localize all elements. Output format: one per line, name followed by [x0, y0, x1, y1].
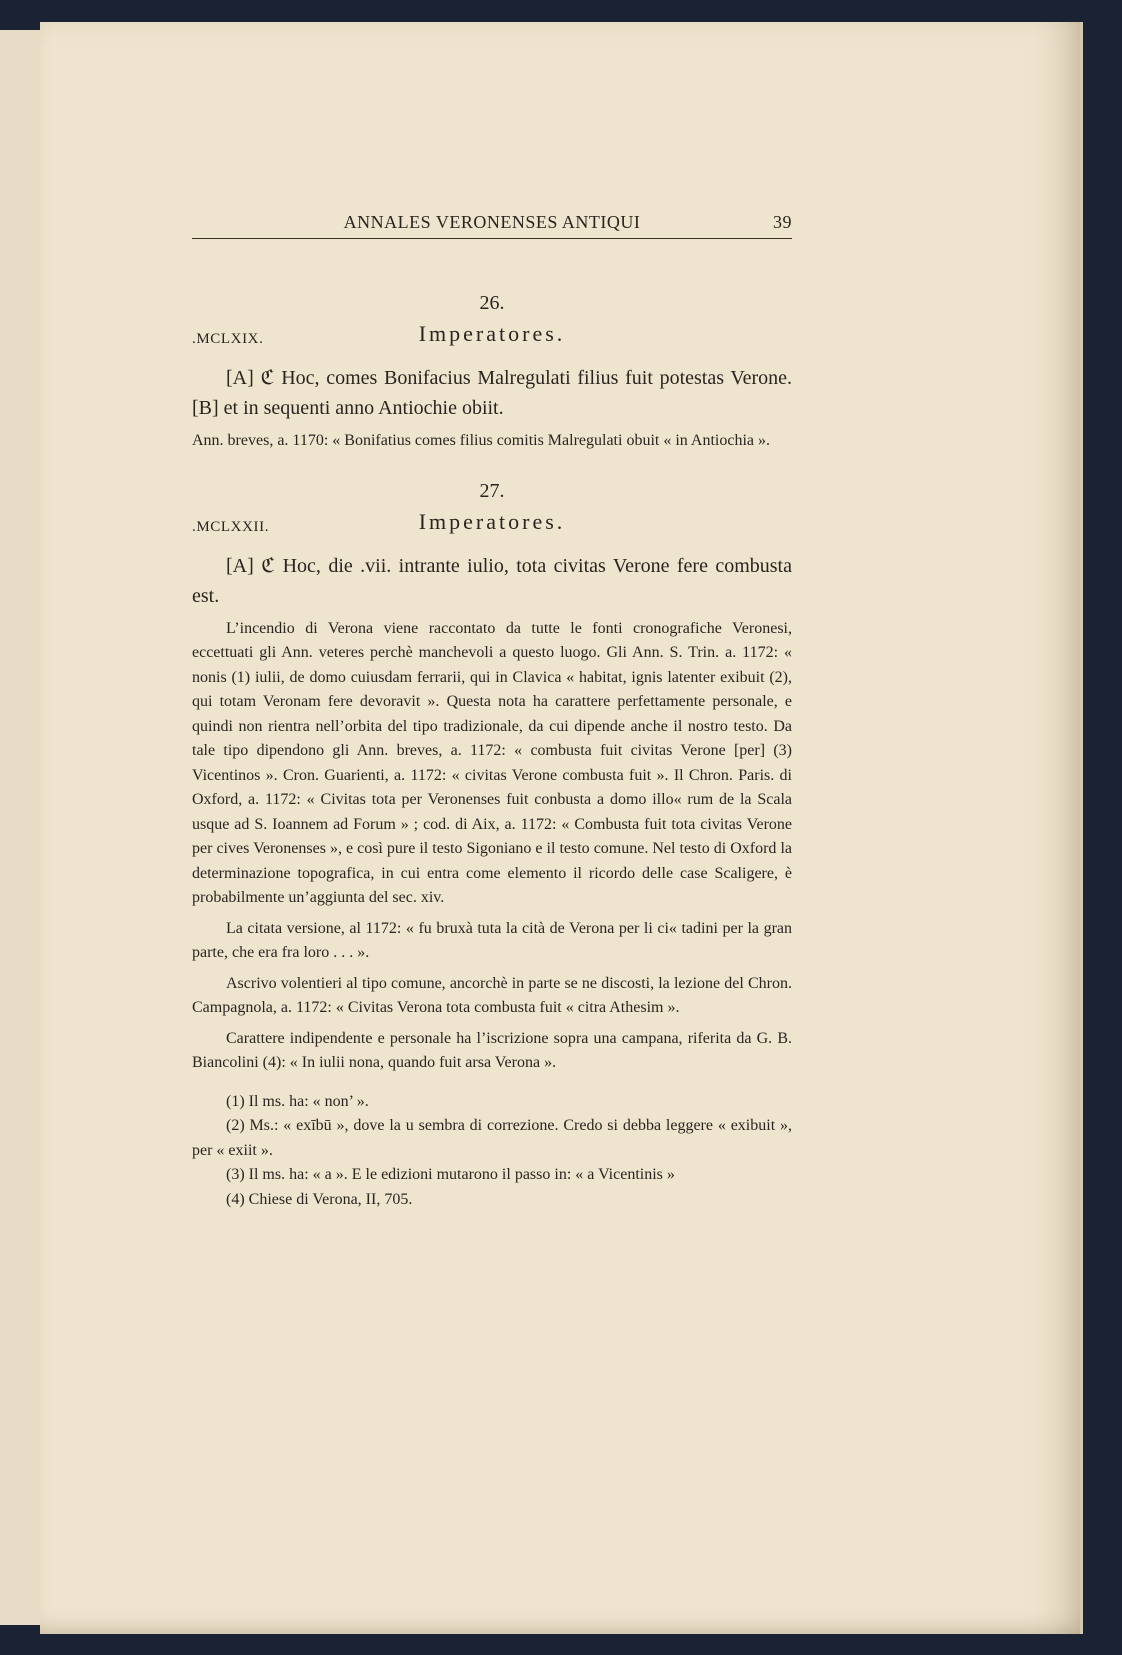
commentary-paragraph: La citata versione, al 1172: « fu bruxà tuta la cità de Verona per li ci« tadini per la gran parte, che era fra loro . . . ». — [192, 919, 792, 961]
text-block — [192, 206, 792, 1212]
chronicle-text: [A] ℭ Hoc, comes Bonifacius Malregulati filius fuit potestas Verone. [B] et in sequenti anno Antiochie obiit. — [192, 367, 792, 419]
footnote: (2) Ms.: « exībū », dove la u sembra di correzione. Credo si debba leggere « exibuit », per « exiit ». — [192, 1117, 792, 1159]
running-header — [192, 206, 792, 239]
commentary-paragraph: Carattere indipendente e personale ha l’iscrizione sopra una campana, riferita da G. B. Biancolini (4): « In iulii nona, quando fuit arsa Verona ». — [192, 1029, 792, 1071]
footnote: (1) Il ms. ha: « non’ ». — [226, 1092, 369, 1110]
footnote: (3) Il ms. ha: « a ». E le edizioni mutarono il passo in: « a Vicentinis » — [226, 1166, 675, 1183]
commentary-paragraph: L’incendio di Verona viene raccontato da tutte le fonti cronografiche Veronesi, eccettuati gli Ann. veteres perchè manchevoli a questo luogo. Gli Ann. S. Trin. a. 1172: « nonis (1) iulii, de domo cuiusdam ferrarii, qui in Clavica « habitat, ignis latenter exibuit (2), qui totam Veronam fere devoravit ». Questa nota ha carattere perfettamente personale, e quindi non rientra nell’orbita del tipo tradizionale, da cui dipende anche il nostro testo. Da tale tipo dipendono gli Ann. breves, a. 1172: « combusta fuit civitas Verone [per] (3) Vicentinos ». Cron. Guarienti, a. 1172: « civitas Verone combusta fuit ». Il Chron. Paris. di Oxford, a. 1172: « Civitas tota per Veronenses fuit conbusta a domo illo« rum de la Scala usque ad S. Ioannem ad Forum » ; cod. di Aix, a. 1172: « Combusta fuit tota civitas Verone per cives Veronenses », e così pure il testo Sigoniano e il testo comune. Nel testo di Oxford la determinazione topografica, in cui entra come elemento il ricordo delle case Scaligere, è probabilmente un’aggiunta del sec. xiv. — [192, 619, 792, 906]
entry-26 — [192, 292, 792, 454]
section-heading: Imperatores. — [418, 508, 566, 534]
footnotes — [192, 1090, 792, 1213]
book-page — [40, 22, 1083, 1634]
year-label: .MCLXIX. — [192, 331, 264, 347]
entry-number: 26. — [479, 292, 505, 314]
footnote: (4) Chiese di Verona, II, 705. — [226, 1190, 413, 1208]
section-heading: Imperatores. — [418, 321, 566, 346]
commentary-paragraph: Ascrivo volentieri al tipo comune, ancorchè in parte se ne discosti, la lezione del Chron. Campagnola, a. 1172: « Civitas Verona tota combusta fuit « citra Athesim ». — [192, 974, 792, 1016]
page-number: 39 — [773, 212, 792, 232]
year-heading-line — [192, 509, 792, 541]
entry-27 — [192, 480, 792, 1076]
year-heading-line — [192, 321, 792, 353]
entry-number: 27. — [479, 479, 505, 502]
chronicle-text: [A] ℭ Hoc, die .vii. intrante iulio, tota civitas Verone fere combusta est. — [192, 554, 792, 607]
running-title: ANNALES VERONENSES ANTIQUI — [343, 212, 641, 232]
commentary-paragraph: Ann. breves, a. 1170: « Bonifatius comes filius comitis Malregulati obuit « in Antiochia ». — [192, 432, 770, 449]
year-label: .MCLXXII. — [192, 518, 270, 535]
